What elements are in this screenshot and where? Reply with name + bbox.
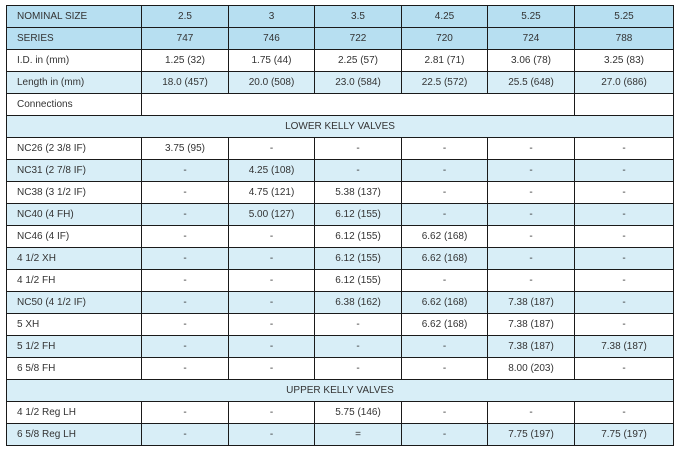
table-cell: - (575, 226, 674, 248)
table-cell: 7.38 (187) (575, 336, 674, 358)
kelly-valve-spec-table (6, 5, 674, 446)
table-cell: - (229, 248, 315, 270)
connection-label: NC50 (4 1/2 IF) (7, 292, 142, 314)
table-cell: - (142, 226, 229, 248)
table-row (7, 204, 674, 226)
id-cell: 2.81 (71) (402, 50, 488, 72)
table-cell: 8.00 (203) (488, 358, 575, 380)
table-cell: - (488, 402, 575, 424)
length-label: Length in (mm) (7, 72, 142, 94)
table-cell: - (142, 424, 229, 446)
length-cell: 20.0 (508) (229, 72, 315, 94)
table-cell: 6.12 (155) (315, 270, 402, 292)
connection-label: 4 1/2 Reg LH (7, 402, 142, 424)
table-cell: - (229, 226, 315, 248)
table-cell: 6.12 (155) (315, 248, 402, 270)
nominal-size-cell: 5.25 (575, 6, 674, 28)
table-cell: - (229, 314, 315, 336)
connections-blank (142, 94, 575, 116)
nominal-size-cell: 2.5 (142, 6, 229, 28)
length-cell: 27.0 (686) (575, 72, 674, 94)
table-cell: - (575, 292, 674, 314)
table-cell: - (575, 270, 674, 292)
table-cell: - (402, 160, 488, 182)
table-cell: - (229, 336, 315, 358)
nominal-size-cell: 4.25 (402, 6, 488, 28)
table-cell: - (402, 204, 488, 226)
table-cell: 3.75 (95) (142, 138, 229, 160)
table-cell: - (575, 138, 674, 160)
table-row (7, 336, 674, 358)
table-cell: 4.75 (121) (229, 182, 315, 204)
id-cell: 1.75 (44) (229, 50, 315, 72)
table-row (7, 226, 674, 248)
lower-kelly-valves-heading: LOWER KELLY VALVES (7, 116, 674, 138)
connections-label: Connections (7, 94, 142, 116)
table-cell: - (488, 182, 575, 204)
table-row (7, 358, 674, 380)
connection-label: 4 1/2 FH (7, 270, 142, 292)
connections-row (7, 94, 674, 116)
series-label: SERIES (7, 28, 142, 50)
nominal-size-label: NOMINAL SIZE (7, 6, 142, 28)
table-cell: - (402, 424, 488, 446)
series-cell: 788 (575, 28, 674, 50)
table-cell: - (488, 248, 575, 270)
table-cell: 6.62 (168) (402, 292, 488, 314)
connection-label: 5 XH (7, 314, 142, 336)
table-cell: 7.38 (187) (488, 292, 575, 314)
table-cell: - (142, 336, 229, 358)
table-cell: - (488, 204, 575, 226)
table-cell: - (575, 358, 674, 380)
table-cell: - (315, 314, 402, 336)
table-cell: - (402, 182, 488, 204)
connection-label: 4 1/2 XH (7, 248, 142, 270)
id-cell: 3.06 (78) (488, 50, 575, 72)
length-row (7, 72, 674, 94)
table-row (7, 314, 674, 336)
series-cell: 724 (488, 28, 575, 50)
table-cell: - (229, 358, 315, 380)
length-cell: 23.0 (584) (315, 72, 402, 94)
nominal-size-cell: 3 (229, 6, 315, 28)
table-row (7, 402, 674, 424)
table-cell: 4.25 (108) (229, 160, 315, 182)
table-cell: - (142, 182, 229, 204)
connection-label: 6 5/8 FH (7, 358, 142, 380)
upper-kelly-valves-heading: UPPER KELLY VALVES (7, 380, 674, 402)
connection-label: NC26 (2 3/8 IF) (7, 138, 142, 160)
connection-label: NC40 (4 FH) (7, 204, 142, 226)
table-cell: - (575, 182, 674, 204)
table-cell: - (488, 138, 575, 160)
table-cell: - (315, 160, 402, 182)
table-cell: - (229, 138, 315, 160)
connections-blank (575, 94, 674, 116)
table-cell: 7.38 (187) (488, 336, 575, 358)
table-cell: - (229, 292, 315, 314)
table-cell: - (575, 314, 674, 336)
table-cell: 7.38 (187) (488, 314, 575, 336)
connection-label: 6 5/8 Reg LH (7, 424, 142, 446)
length-cell: 25.5 (648) (488, 72, 575, 94)
nominal-size-row (7, 6, 674, 28)
connection-label: NC38 (3 1/2 IF) (7, 182, 142, 204)
table-row (7, 424, 674, 446)
table-cell: - (229, 424, 315, 446)
table-cell: - (229, 402, 315, 424)
table-cell: 7.75 (197) (575, 424, 674, 446)
table-cell: - (229, 270, 315, 292)
table-cell: 6.62 (168) (402, 314, 488, 336)
connection-label: 5 1/2 FH (7, 336, 142, 358)
table-cell: - (142, 160, 229, 182)
id-cell: 1.25 (32) (142, 50, 229, 72)
table-row (7, 248, 674, 270)
table-cell: - (402, 336, 488, 358)
table-row (7, 292, 674, 314)
series-row (7, 28, 674, 50)
table-cell: - (575, 248, 674, 270)
table-row (7, 182, 674, 204)
table-cell: - (488, 160, 575, 182)
table-cell: - (402, 402, 488, 424)
table-cell: - (142, 292, 229, 314)
table-cell: - (142, 270, 229, 292)
table-body (7, 6, 674, 446)
table-cell: 5.00 (127) (229, 204, 315, 226)
table-cell: - (142, 358, 229, 380)
length-cell: 18.0 (457) (142, 72, 229, 94)
table-cell: 6.12 (155) (315, 204, 402, 226)
nominal-size-cell: 5.25 (488, 6, 575, 28)
connection-label: NC31 (2 7/8 IF) (7, 160, 142, 182)
table-cell: - (488, 226, 575, 248)
series-cell: 722 (315, 28, 402, 50)
table-cell: 6.38 (162) (315, 292, 402, 314)
series-cell: 746 (229, 28, 315, 50)
table-cell: - (402, 358, 488, 380)
series-cell: 720 (402, 28, 488, 50)
table-row (7, 270, 674, 292)
table-cell: = (315, 424, 402, 446)
table-row (7, 138, 674, 160)
table-cell: - (142, 402, 229, 424)
upper-section-row (7, 380, 674, 402)
table-cell: - (402, 270, 488, 292)
id-row (7, 50, 674, 72)
length-cell: 22.5 (572) (402, 72, 488, 94)
id-cell: 2.25 (57) (315, 50, 402, 72)
table-cell: 6.12 (155) (315, 226, 402, 248)
table-cell: - (575, 204, 674, 226)
table-cell: - (142, 204, 229, 226)
table-cell: 7.75 (197) (488, 424, 575, 446)
series-cell: 747 (142, 28, 229, 50)
table-cell: - (315, 358, 402, 380)
connection-label: NC46 (4 IF) (7, 226, 142, 248)
table-cell: - (402, 138, 488, 160)
table-cell: 6.62 (168) (402, 248, 488, 270)
table-cell: - (315, 336, 402, 358)
table-cell: - (488, 270, 575, 292)
lower-section-row (7, 116, 674, 138)
table-cell: - (142, 314, 229, 336)
id-cell: 3.25 (83) (575, 50, 674, 72)
table-row (7, 160, 674, 182)
table-cell: - (142, 248, 229, 270)
table-cell: 6.62 (168) (402, 226, 488, 248)
table-cell: 5.38 (137) (315, 182, 402, 204)
id-label: I.D. in (mm) (7, 50, 142, 72)
table-cell: - (315, 138, 402, 160)
nominal-size-cell: 3.5 (315, 6, 402, 28)
table-cell: - (575, 160, 674, 182)
table-cell: - (575, 402, 674, 424)
table-cell: 5.75 (146) (315, 402, 402, 424)
